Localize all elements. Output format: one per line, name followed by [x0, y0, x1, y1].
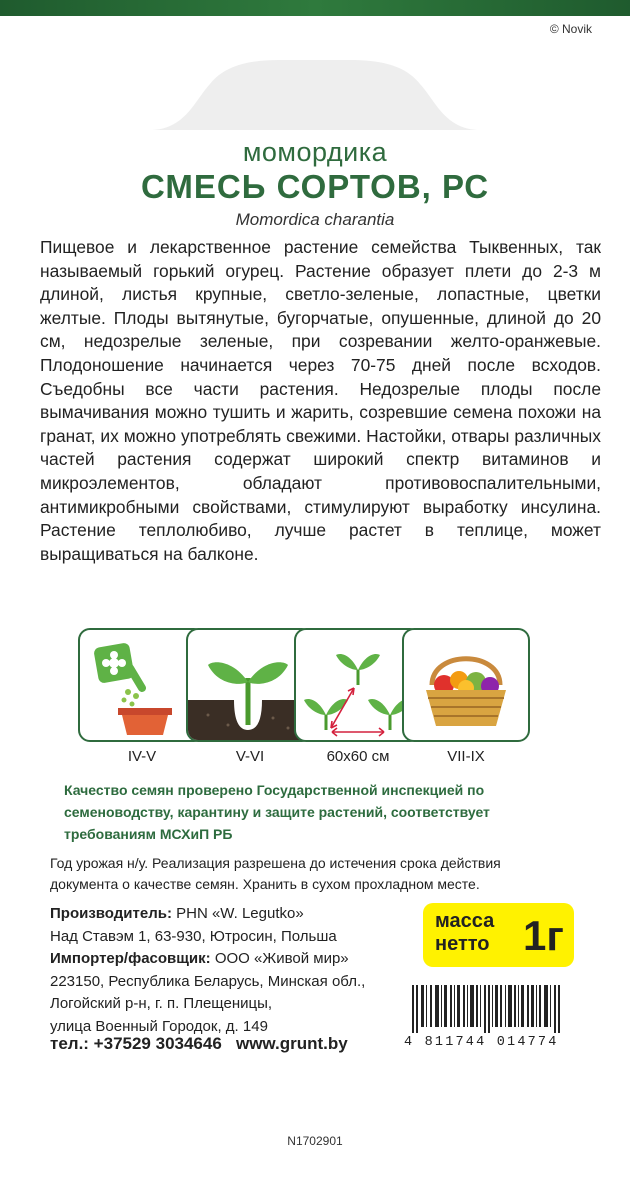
- manufacturer-block: [50, 903, 365, 1038]
- icon-label-transplant: V-VI: [235, 748, 265, 765]
- manufacturer-address: Над Ставэм 1, 63-930, Ютросин, Польша: [50, 927, 337, 945]
- icon-label-sowing: IV-V: [127, 748, 157, 765]
- product-code: N1702901: [287, 1134, 343, 1148]
- importer-address-line: Логойский р-н, г. п. Плещеницы,: [50, 995, 273, 1012]
- storage-notes: Год урожая н/у. Реализация разрешена до истечения срока действия документа о качестве семян. Хранить в сухом прохладном месте.: [50, 855, 501, 892]
- mass-label-line2: нетто: [435, 933, 490, 955]
- mass-label-line1: масса: [435, 910, 495, 932]
- net-weight-badge: [423, 903, 574, 967]
- harvest-basket-icon: [404, 630, 528, 740]
- manufacturer-name: PHN «W. Legutko»: [176, 905, 304, 922]
- product-latin-name: Momordica charantia: [235, 210, 395, 229]
- manufacturer-label: Производитель:: [50, 905, 172, 922]
- icon-label-planting-scheme: 60x60 см: [326, 748, 390, 765]
- barcode-number: 4 811744 014774: [404, 1035, 559, 1050]
- contact-line: [50, 1034, 348, 1054]
- phone-number: тел.: +37529 3034646: [50, 1034, 222, 1053]
- header-hump-decoration: [0, 0, 630, 150]
- icon-label-harvest: VII-IX: [447, 748, 485, 765]
- importer-address-line: улица Военный Городок, д. 149: [50, 1017, 268, 1035]
- importer-address-line: 223150, Республика Беларусь, Минская обл.,: [50, 972, 366, 990]
- barcode-icon: [412, 985, 572, 1033]
- importer-label: Импортер/фасовщик:: [50, 950, 211, 967]
- icon-harvest: [402, 628, 530, 765]
- product-common-name: момордика: [242, 137, 388, 167]
- product-variety-name: СМЕСЬ СОРТОВ, РС: [140, 168, 490, 205]
- copyright-notice: © Novik: [549, 22, 592, 36]
- website-link[interactable]: www.grunt.by: [235, 1034, 348, 1053]
- product-description: Пищевое и лекарственное растение семейства Тыквенных, так называемый горький огурец. Растение образует плети до 2-3 м длиной, листья крупные, светло-зеленые, лопастные, цветки желтые. Плоды вытянутые, бугорчатые, опушенные, длиной до 20 см, недозрелые зеленые, при созревании желто-оранжевые. Плодоношение начинается через 70-75 дней после всходов. Съедобны все части растения. Недозрелые плоды после вымачивания можно тушить и жарить, созревшие семена похожи на гранат, их можно употреблять свежими. Настойки, отвары различных частей растения содержат широкий спектр витаминов и микроэлементов, обладают противовоспалительными, антимикробными свойствами, стимулируют выработку инсулина. Растение теплолюбиво, лучше растет в теплице, может выращиваться на балконе.: [40, 237, 601, 564]
- quality-statement: Качество семян проверено Государственной инспекцией по семеноводству, карантину и защите растений, соответствует требованиям МСХиП РБ: [64, 782, 490, 842]
- mass-value: 1г: [523, 912, 564, 959]
- importer-name: ООО «Живой мир»: [214, 950, 349, 967]
